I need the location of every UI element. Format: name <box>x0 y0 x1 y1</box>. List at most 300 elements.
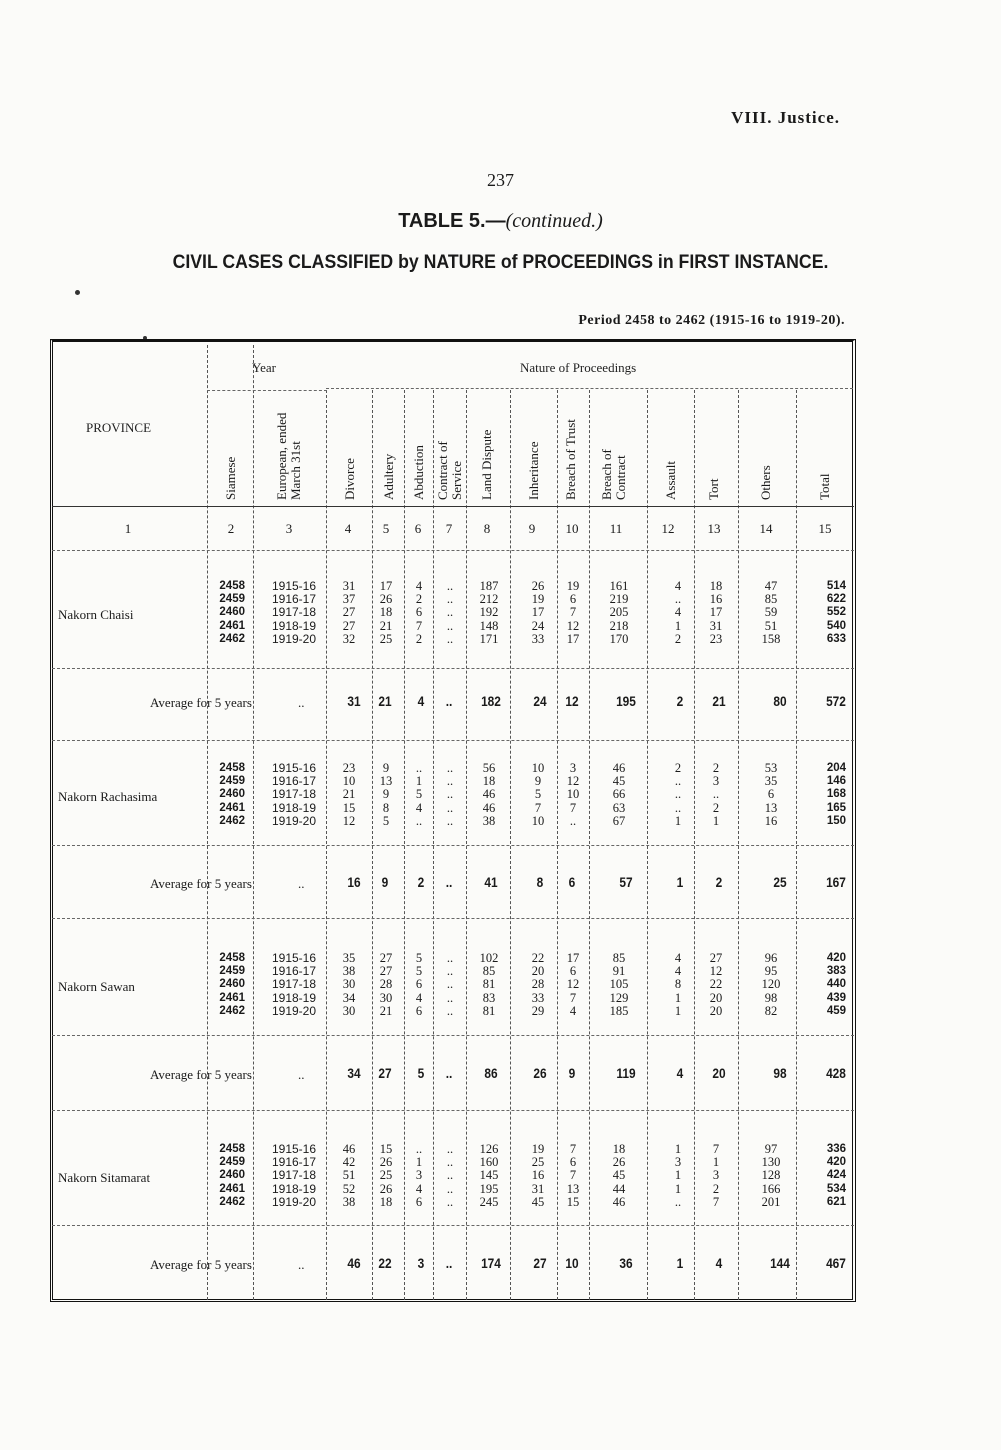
others-value: 13 <box>764 800 778 815</box>
assault-value: 4 <box>674 951 682 965</box>
inheritance-value: 45 <box>531 1194 545 1209</box>
average-value: 10 <box>565 1255 579 1271</box>
contract-service-value: .. <box>446 618 454 633</box>
average-label: Average for 5 years <box>150 1257 252 1272</box>
province-name: Nakorn Sitamarat <box>58 1170 151 1185</box>
header-adultery: Adultery <box>381 453 396 500</box>
contract-service-value: .. <box>446 761 454 775</box>
tort-value: 3 <box>712 774 720 789</box>
divorce-value: 35 <box>342 951 356 965</box>
average-value: .. <box>445 1065 453 1081</box>
header-nature: Nature of Proceedings <box>520 360 637 375</box>
abduction-value: 1 <box>415 774 423 789</box>
abduction-value: 2 <box>415 592 423 607</box>
siamese-year: 2458 <box>219 762 245 774</box>
header-others: Others <box>758 465 773 500</box>
land-dispute-value: 85 <box>482 964 496 979</box>
abduction-value: 4 <box>415 800 423 815</box>
column-rule <box>253 345 254 1300</box>
average-value: 2 <box>417 874 425 890</box>
column-number: 7 <box>445 521 453 536</box>
adultery-value: 13 <box>379 774 393 789</box>
total-value: 383 <box>826 965 846 978</box>
others-value: 166 <box>761 1181 781 1196</box>
breach-trust-value: 7 <box>569 1142 577 1156</box>
province-name: Nakorn Chaisi <box>58 607 134 622</box>
others-value: 51 <box>764 618 778 633</box>
land-dispute-value: 171 <box>479 631 499 646</box>
tort-value: 20 <box>709 1003 723 1018</box>
adultery-value: 30 <box>379 990 393 1005</box>
land-dispute-value: 160 <box>479 1155 499 1170</box>
breach-contract-value: 105 <box>609 977 629 992</box>
breach-trust-value: 7 <box>569 605 577 620</box>
average-label: Average for 5 years <box>150 876 252 891</box>
header-bottom-rule <box>52 506 854 507</box>
average-value: 98 <box>773 1065 787 1081</box>
adultery-value: 25 <box>379 1168 393 1183</box>
breach-contract-value: 91 <box>612 964 626 979</box>
total-value: 424 <box>826 1169 846 1182</box>
average-value: 167 <box>826 874 846 890</box>
others-value: 82 <box>764 1003 778 1018</box>
average-value: 34 <box>347 1065 361 1081</box>
average-value: 572 <box>826 693 846 709</box>
adultery-value: 18 <box>379 605 393 620</box>
section-heading: VIII. Justice. <box>731 108 840 127</box>
assault-value: .. <box>674 800 682 815</box>
header-divorce: Divorce <box>342 458 357 500</box>
siamese-year: 2458 <box>219 952 245 964</box>
total-value: 633 <box>826 632 846 645</box>
average-value: 57 <box>619 874 633 890</box>
average-value: 2 <box>715 874 723 890</box>
average-value: 21 <box>378 693 392 709</box>
european-year: 1918-19 <box>271 618 317 633</box>
adultery-value: 26 <box>379 1155 393 1170</box>
tort-value: 31 <box>709 618 723 633</box>
abduction-value: 2 <box>415 631 423 646</box>
assault-value: .. <box>674 592 682 607</box>
table-subtitle: CIVIL CASES CLASSIFIED by NATURE of PROCEEDINGS in FIRST INSTANCE. <box>172 252 829 273</box>
european-year: 1915-16 <box>271 579 317 593</box>
contract-service-value: .. <box>446 1155 454 1170</box>
column-number: 2 <box>227 521 235 536</box>
total-value: 146 <box>826 775 846 788</box>
others-value: 6 <box>767 787 775 802</box>
province-name: Nakorn Rachasima <box>58 789 158 804</box>
average-value: 4 <box>676 1065 684 1081</box>
breach-trust-value: 6 <box>569 592 577 607</box>
abduction-value: 5 <box>415 951 423 965</box>
divorce-value: 42 <box>342 1155 356 1170</box>
breach-contract-value: 66 <box>612 787 626 802</box>
siamese-year: 2462 <box>219 632 245 645</box>
siamese-year: 2462 <box>219 1004 245 1017</box>
total-value: 621 <box>826 1195 846 1208</box>
divorce-value: 30 <box>342 977 356 992</box>
abduction-value: 7 <box>415 618 423 633</box>
breach-trust-value: 10 <box>566 787 580 802</box>
adultery-value: 15 <box>379 1142 393 1156</box>
table-title-main: TABLE 5.— <box>398 210 506 232</box>
column-number: 3 <box>285 521 293 536</box>
others-value: 158 <box>761 631 781 646</box>
tort-value: 2 <box>712 761 720 775</box>
breach-trust-value: 4 <box>569 1003 577 1018</box>
siamese-year: 2459 <box>219 965 245 978</box>
total-value: 439 <box>826 991 846 1004</box>
divorce-value: 38 <box>342 1194 356 1209</box>
breach-contract-value: 45 <box>612 774 626 789</box>
period-label: Period 2458 to 2462 (1915-16 to 1919-20). <box>578 313 845 328</box>
adultery-value: 5 <box>382 813 390 828</box>
assault-value: 1 <box>674 813 682 828</box>
assault-value: .. <box>674 787 682 802</box>
header-assault: Assault <box>663 461 678 500</box>
column-number: 9 <box>528 521 536 536</box>
average-value: 12 <box>565 693 579 709</box>
breach-contract-value: 85 <box>612 951 626 965</box>
total-value: 459 <box>826 1004 846 1017</box>
land-dispute-value: 46 <box>482 800 496 815</box>
average-value: 24 <box>533 693 547 709</box>
breach-contract-value: 205 <box>609 605 629 620</box>
total-value: 622 <box>826 593 846 606</box>
assault-value: 2 <box>674 761 682 775</box>
total-value: 514 <box>826 580 846 592</box>
abduction-value: 5 <box>415 787 423 802</box>
table-title <box>0 210 1001 233</box>
breach-trust-value: 17 <box>566 951 580 965</box>
contract-service-value: .. <box>446 1003 454 1018</box>
european-year: 1919-20 <box>271 1003 317 1018</box>
total-value: 540 <box>826 619 846 632</box>
inheritance-value: 9 <box>534 774 542 789</box>
divorce-value: 46 <box>342 1142 356 1156</box>
average-dots: .. <box>298 1257 305 1272</box>
contract-service-value: .. <box>446 579 454 593</box>
land-dispute-value: 212 <box>479 592 499 607</box>
adultery-value: 28 <box>379 977 393 992</box>
land-dispute-value: 145 <box>479 1168 499 1183</box>
assault-value: 1 <box>674 618 682 633</box>
inheritance-value: 5 <box>534 787 542 802</box>
adultery-value: 17 <box>379 579 393 593</box>
land-dispute-value: 56 <box>482 761 496 775</box>
breach-contract-value: 46 <box>612 761 626 775</box>
breach-contract-value: 129 <box>609 990 629 1005</box>
european-year: 1919-20 <box>271 1194 317 1209</box>
abduction-value: 5 <box>415 964 423 979</box>
inheritance-value: 16 <box>531 1168 545 1183</box>
inheritance-value: 24 <box>531 618 545 633</box>
contract-service-value: .. <box>446 631 454 646</box>
breach-trust-value: 13 <box>566 1181 580 1196</box>
average-value: 46 <box>347 1255 361 1271</box>
breach-contract-value: 45 <box>612 1168 626 1183</box>
average-value: 25 <box>773 874 787 890</box>
divorce-value: 12 <box>342 813 356 828</box>
breach-contract-value: 18 <box>612 1142 626 1156</box>
contract-service-value: .. <box>446 787 454 802</box>
european-year: 1917-18 <box>271 605 317 620</box>
siamese-year: 2459 <box>219 775 245 788</box>
header-breach-contract: Breach of Contract <box>599 449 628 500</box>
breach-trust-value: 7 <box>569 990 577 1005</box>
tort-value: 27 <box>709 951 723 965</box>
land-dispute-value: 148 <box>479 618 499 633</box>
average-dots: .. <box>298 1067 305 1082</box>
average-value: 467 <box>826 1255 846 1271</box>
tort-value: 22 <box>709 977 723 992</box>
others-value: 16 <box>764 813 778 828</box>
divorce-value: 23 <box>342 761 356 775</box>
total-value: 168 <box>826 788 846 801</box>
tort-value: 17 <box>709 605 723 620</box>
column-number: 4 <box>344 521 352 536</box>
contract-service-value: .. <box>446 774 454 789</box>
header-contract-service: Contract of Service <box>435 441 464 500</box>
column-number: 15 <box>818 521 832 536</box>
column-number: 12 <box>661 521 675 536</box>
section-rule <box>52 1225 854 1226</box>
european-year: 1918-19 <box>271 1181 317 1196</box>
section-rule <box>52 740 854 741</box>
breach-trust-value: 6 <box>569 1155 577 1170</box>
inheritance-value: 31 <box>531 1181 545 1196</box>
abduction-value: .. <box>415 813 423 828</box>
average-value: 27 <box>533 1255 547 1271</box>
siamese-year: 2458 <box>219 580 245 592</box>
breach-contract-value: 218 <box>609 618 629 633</box>
average-value: 80 <box>773 693 787 709</box>
breach-trust-value: 12 <box>566 618 580 633</box>
section-rule <box>52 1110 854 1111</box>
tort-value: 20 <box>709 990 723 1005</box>
european-year: 1917-18 <box>271 1168 317 1183</box>
total-value: 534 <box>826 1182 846 1195</box>
land-dispute-value: 126 <box>479 1142 499 1156</box>
european-year: 1917-18 <box>271 977 317 992</box>
divorce-value: 34 <box>342 990 356 1005</box>
average-value: 5 <box>417 1065 425 1081</box>
contract-service-value: .. <box>446 592 454 607</box>
tort-value: 1 <box>712 813 720 828</box>
section-rule <box>52 668 854 669</box>
average-value: 3 <box>417 1255 425 1271</box>
adultery-value: 26 <box>379 1181 393 1196</box>
tort-value: 7 <box>712 1142 720 1156</box>
divorce-value: 31 <box>342 579 356 593</box>
contract-service-value: .. <box>446 605 454 620</box>
abduction-value: 4 <box>415 1181 423 1196</box>
breach-contract-value: 26 <box>612 1155 626 1170</box>
breach-contract-value: 219 <box>609 592 629 607</box>
european-year: 1918-19 <box>271 800 317 815</box>
contract-service-value: .. <box>446 990 454 1005</box>
tort-value: 23 <box>709 631 723 646</box>
average-value: 36 <box>619 1255 633 1271</box>
section-rule <box>52 845 854 846</box>
divorce-value: 21 <box>342 787 356 802</box>
breach-trust-value: .. <box>569 813 577 828</box>
land-dispute-value: 38 <box>482 813 496 828</box>
breach-trust-value: 7 <box>569 800 577 815</box>
breach-contract-value: 46 <box>612 1194 626 1209</box>
column-number: 10 <box>565 521 579 536</box>
divorce-value: 27 <box>342 618 356 633</box>
total-value: 420 <box>826 1156 846 1169</box>
others-value: 130 <box>761 1155 781 1170</box>
inheritance-value: 10 <box>531 761 545 775</box>
contract-service-value: .. <box>446 813 454 828</box>
abduction-value: .. <box>415 761 423 775</box>
abduction-value: 6 <box>415 605 423 620</box>
land-dispute-value: 81 <box>482 977 496 992</box>
tort-value: 2 <box>712 1181 720 1196</box>
siamese-year: 2460 <box>219 606 245 619</box>
european-year: 1916-17 <box>271 964 317 979</box>
breach-contract-value: 67 <box>612 813 626 828</box>
header-tort: Tort <box>706 478 721 500</box>
inheritance-value: 10 <box>531 813 545 828</box>
inheritance-value: 33 <box>531 631 545 646</box>
european-year: 1919-20 <box>271 631 317 646</box>
assault-value: 1 <box>674 1142 682 1156</box>
breach-contract-value: 170 <box>609 631 629 646</box>
column-number: 11 <box>609 521 623 536</box>
header-total: Total <box>817 473 832 500</box>
header-year: Year <box>252 360 276 375</box>
siamese-year: 2462 <box>219 1195 245 1208</box>
tort-value: 1 <box>712 1155 720 1170</box>
table-title-continued: (continued.) <box>505 210 603 232</box>
contract-service-value: .. <box>446 964 454 979</box>
assault-value: 1 <box>674 1168 682 1183</box>
siamese-year: 2461 <box>219 801 245 814</box>
land-dispute-value: 83 <box>482 990 496 1005</box>
european-year: 1917-18 <box>271 787 317 802</box>
average-value: 144 <box>770 1255 790 1271</box>
average-value: 182 <box>481 693 501 709</box>
average-value: 20 <box>712 1065 726 1081</box>
others-value: 59 <box>764 605 778 620</box>
header-land-dispute: Land Dispute <box>479 429 494 500</box>
average-value: 86 <box>484 1065 498 1081</box>
total-value: 336 <box>826 1143 846 1155</box>
land-dispute-value: 245 <box>479 1194 499 1209</box>
others-value: 96 <box>764 951 778 965</box>
adultery-value: 9 <box>382 787 390 802</box>
average-value: 428 <box>826 1065 846 1081</box>
stray-dot <box>75 290 80 295</box>
breach-trust-value: 12 <box>566 977 580 992</box>
others-value: 95 <box>764 964 778 979</box>
average-label: Average for 5 years <box>150 695 252 710</box>
adultery-value: 27 <box>379 951 393 965</box>
others-value: 97 <box>764 1142 778 1156</box>
contract-service-value: .. <box>446 977 454 992</box>
inheritance-value: 28 <box>531 977 545 992</box>
average-value: 21 <box>712 693 726 709</box>
contract-service-value: .. <box>446 1181 454 1196</box>
inheritance-value: 19 <box>531 592 545 607</box>
european-year: 1916-17 <box>271 774 317 789</box>
inheritance-value: 22 <box>531 951 545 965</box>
breach-trust-value: 7 <box>569 1168 577 1183</box>
european-year: 1916-17 <box>271 592 317 607</box>
abduction-value: 3 <box>415 1168 423 1183</box>
abduction-value: 4 <box>415 579 423 593</box>
inheritance-value: 26 <box>531 579 545 593</box>
average-value: .. <box>445 1255 453 1271</box>
contract-service-value: .. <box>446 1168 454 1183</box>
abduction-value: 6 <box>415 977 423 992</box>
average-value: 41 <box>484 874 498 890</box>
total-value: 440 <box>826 978 846 991</box>
assault-value: 4 <box>674 579 682 593</box>
european-year: 1915-16 <box>271 761 317 775</box>
tort-value: .. <box>712 787 720 802</box>
others-value: 85 <box>764 592 778 607</box>
total-value: 204 <box>826 762 846 774</box>
breach-contract-value: 185 <box>609 1003 629 1018</box>
breach-contract-value: 161 <box>609 579 629 593</box>
assault-value: 1 <box>674 1003 682 1018</box>
average-value: 22 <box>378 1255 392 1271</box>
tort-value: 3 <box>712 1168 720 1183</box>
european-year: 1915-16 <box>271 951 317 965</box>
tort-value: 7 <box>712 1194 720 1209</box>
average-value: 16 <box>347 874 361 890</box>
inheritance-value: 20 <box>531 964 545 979</box>
siamese-year: 2460 <box>219 788 245 801</box>
abduction-value: .. <box>415 1142 423 1156</box>
average-value: 2 <box>676 693 684 709</box>
column-number: 13 <box>707 521 721 536</box>
header-breach-trust: Breach of Trust <box>563 419 578 500</box>
land-dispute-value: 102 <box>479 951 499 965</box>
breach-trust-value: 12 <box>566 774 580 789</box>
siamese-year: 2460 <box>219 978 245 991</box>
adultery-value: 25 <box>379 631 393 646</box>
assault-value: 1 <box>674 1181 682 1196</box>
page-number: 237 <box>487 170 514 190</box>
inheritance-value: 25 <box>531 1155 545 1170</box>
total-value: 552 <box>826 606 846 619</box>
header-rule <box>326 388 853 389</box>
adultery-value: 21 <box>379 618 393 633</box>
tort-value: 12 <box>709 964 723 979</box>
average-label: Average for 5 years <box>150 1067 252 1082</box>
section-rule <box>52 550 854 551</box>
divorce-value: 38 <box>342 964 356 979</box>
divorce-value: 52 <box>342 1181 356 1196</box>
adultery-value: 8 <box>382 800 390 815</box>
divorce-value: 27 <box>342 605 356 620</box>
european-year: 1916-17 <box>271 1155 317 1170</box>
siamese-year: 2460 <box>219 1169 245 1182</box>
others-value: 98 <box>764 990 778 1005</box>
total-value: 150 <box>826 814 846 827</box>
divorce-value: 51 <box>342 1168 356 1183</box>
header-rule <box>207 390 327 391</box>
adultery-value: 27 <box>379 964 393 979</box>
average-value: 4 <box>715 1255 723 1271</box>
siamese-year: 2459 <box>219 1156 245 1169</box>
others-value: 128 <box>761 1168 781 1183</box>
